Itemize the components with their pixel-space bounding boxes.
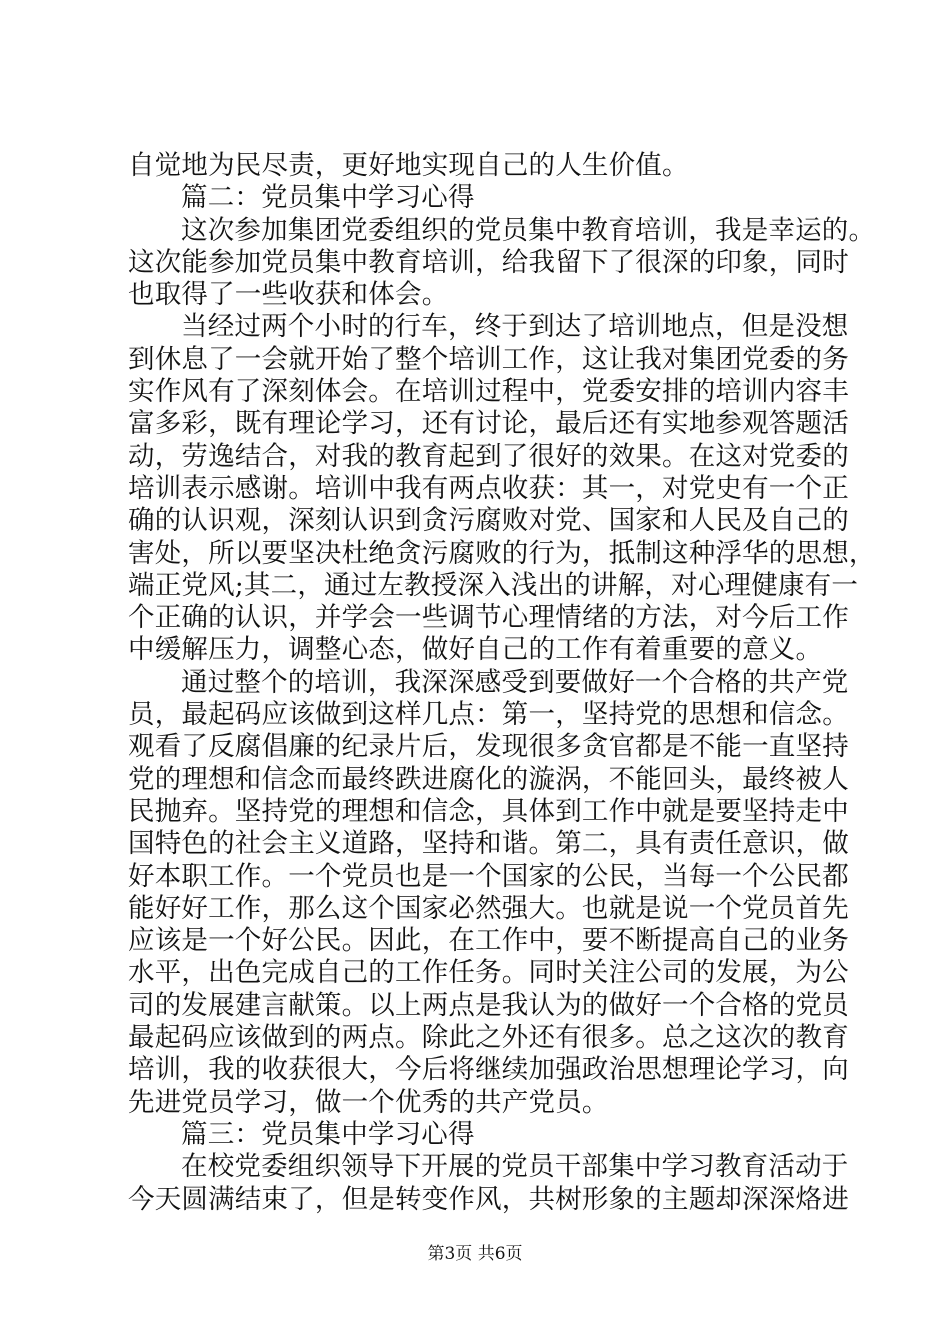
text-line: 这次能参加党员集中教育培训，给我留下了很深的印象，同时: [128, 246, 849, 278]
text-line: 自觉地为民尽责，更好地实现自己的人生价值。: [128, 150, 689, 181]
text-line: 篇二：党员集中学习心得: [181, 182, 475, 214]
text-line: 到休息了一会就开始了整个培训工作，这让我对集团党委的务: [128, 343, 849, 375]
text-line: 今天圆满结束了，但是转变作风，共树形象的主题却深深烙进: [128, 1183, 849, 1215]
text-line: 培训表示感谢。培训中我有两点收获：其一，对党史有一个正: [128, 472, 849, 504]
text-line: 水平，出色完成自己的工作任务。同时关注公司的发展，为公: [128, 957, 849, 989]
text-line: 党的理想和信念而最终跌进腐化的漩涡，不能回头，最终被人: [128, 763, 849, 795]
text-line: 个正确的认识，并学会一些调节心理情绪的方法，对今后工作: [128, 602, 849, 634]
text-line: 应该是一个好公民。因此，在工作中，要不断提高自己的业务: [128, 925, 849, 957]
text-line: 确的认识观，深刻认识到贪污腐败对党、国家和人民及自己的: [128, 505, 849, 537]
text-line: 最起码应该做到的两点。除此之外还有很多。总之这次的教育: [128, 1022, 849, 1054]
text-line: 当经过两个小时的行车，终于到达了培训地点，但是没想: [181, 311, 849, 343]
text-line: 通过整个的培训，我深深感受到要做好一个合格的共产党: [181, 666, 849, 698]
text-line: 培训，我的收获很大，今后将继续加强政治思想理论学习，向: [128, 1054, 849, 1086]
text-line: 司的发展建言献策。以上两点是我认为的做好一个合格的党员: [128, 989, 849, 1021]
page-footer: 第3页 共6页: [427, 1244, 523, 1264]
text-line: 员，最起码应该做到这样几点：第一，坚持党的思想和信念。: [128, 699, 849, 731]
text-line: 在校党委组织领导下开展的党员干部集中学习教育活动于: [181, 1151, 849, 1183]
text-line: 端正党风;其二，通过左教授深入浅出的讲解，对心理健康有一: [128, 569, 859, 601]
text-line: 动，劳逸结合，对我的教育起到了很好的效果。在这对党委的: [128, 440, 849, 472]
text-line: 国特色的社会主义道路，坚持和谐。第二，具有责任意识，做: [128, 828, 849, 860]
document-body: [128, 150, 876, 1216]
text-line: 也取得了一些收获和体会。: [128, 279, 449, 311]
text-line: 中缓解压力，调整心态，做好自己的工作有着重要的意义。: [128, 634, 823, 666]
text-line: 好本职工作。一个党员也是一个国家的公民，当每一个公民都: [128, 860, 849, 892]
text-line: 能好好工作，那么这个国家必然强大。也就是说一个党员首先: [128, 892, 849, 924]
text-line: 这次参加集团党委组织的党员集中教育培训，我是幸运的。: [181, 214, 876, 246]
text-line: 篇三：党员集中学习心得: [181, 1118, 475, 1150]
text-line: 民抛弃。坚持党的理想和信念，具体到工作中就是要坚持走中: [128, 795, 849, 827]
text-line: 实作风有了深刻体会。在培训过程中，党委安排的培训内容丰: [128, 376, 849, 408]
text-line: 观看了反腐倡廉的纪录片后，发现很多贪官都是不能一直坚持: [128, 731, 849, 763]
text-line: 先进党员学习，做一个优秀的共产党员。: [128, 1086, 609, 1118]
text-line: 害处，所以要坚决杜绝贪污腐败的行为，抵制这种浮华的思想，: [128, 537, 876, 569]
text-line: 富多彩，既有理论学习，还有讨论，最后还有实地参观答题活: [128, 408, 849, 440]
